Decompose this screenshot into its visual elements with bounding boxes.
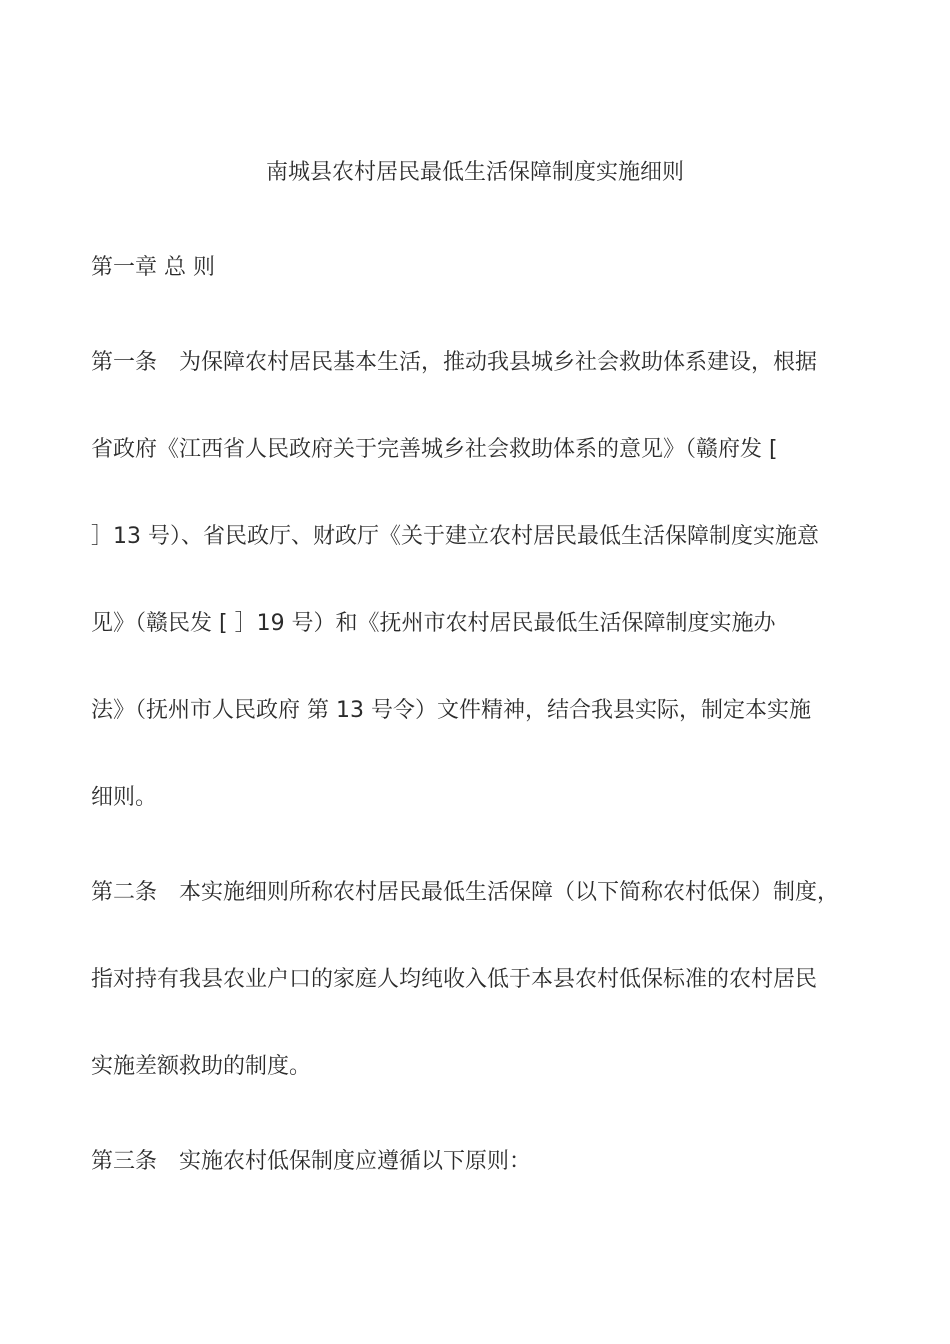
paragraph-line: 细则。 [91,785,158,810]
paragraph-line: 第一条 为保障农村居民基本生活，推动我县城乡社会救助体系建设，根据 [91,350,818,375]
paragraph-line: 实施差额救助的制度。 [91,1054,312,1079]
paragraph-line: 省政府《江西省人民政府关于完善城乡社会救助体系的意见》（赣府发 [ [91,437,778,462]
paragraph-line: 第二条 本实施细则所称农村居民最低生活保障（以下简称农村低保）制度， [91,880,840,905]
paragraph-line: 法》（抚州市人民政府 第 13 号令）文件精神，结合我县实际，制定本实施 [91,698,811,723]
paragraph-line: ］13 号）、省民政厅、财政厅《关于建立农村居民最低生活保障制度实施意 [91,524,819,549]
chapter-heading: 第一章 总 则 [91,255,215,280]
paragraph-line: 指对持有我县农业户口的家庭人均纯收入低于本县农村低保标准的农村居民 [91,967,818,992]
paragraph-line: 第三条 实施农村低保制度应遵循以下原则： [91,1149,532,1174]
paragraph-line: 见》（赣民发 [ ］19 号）和《抚州市农村居民最低生活保障制度实施办 [91,611,776,636]
document-title: 南城县农村居民最低生活保障制度实施细则 [265,160,684,185]
